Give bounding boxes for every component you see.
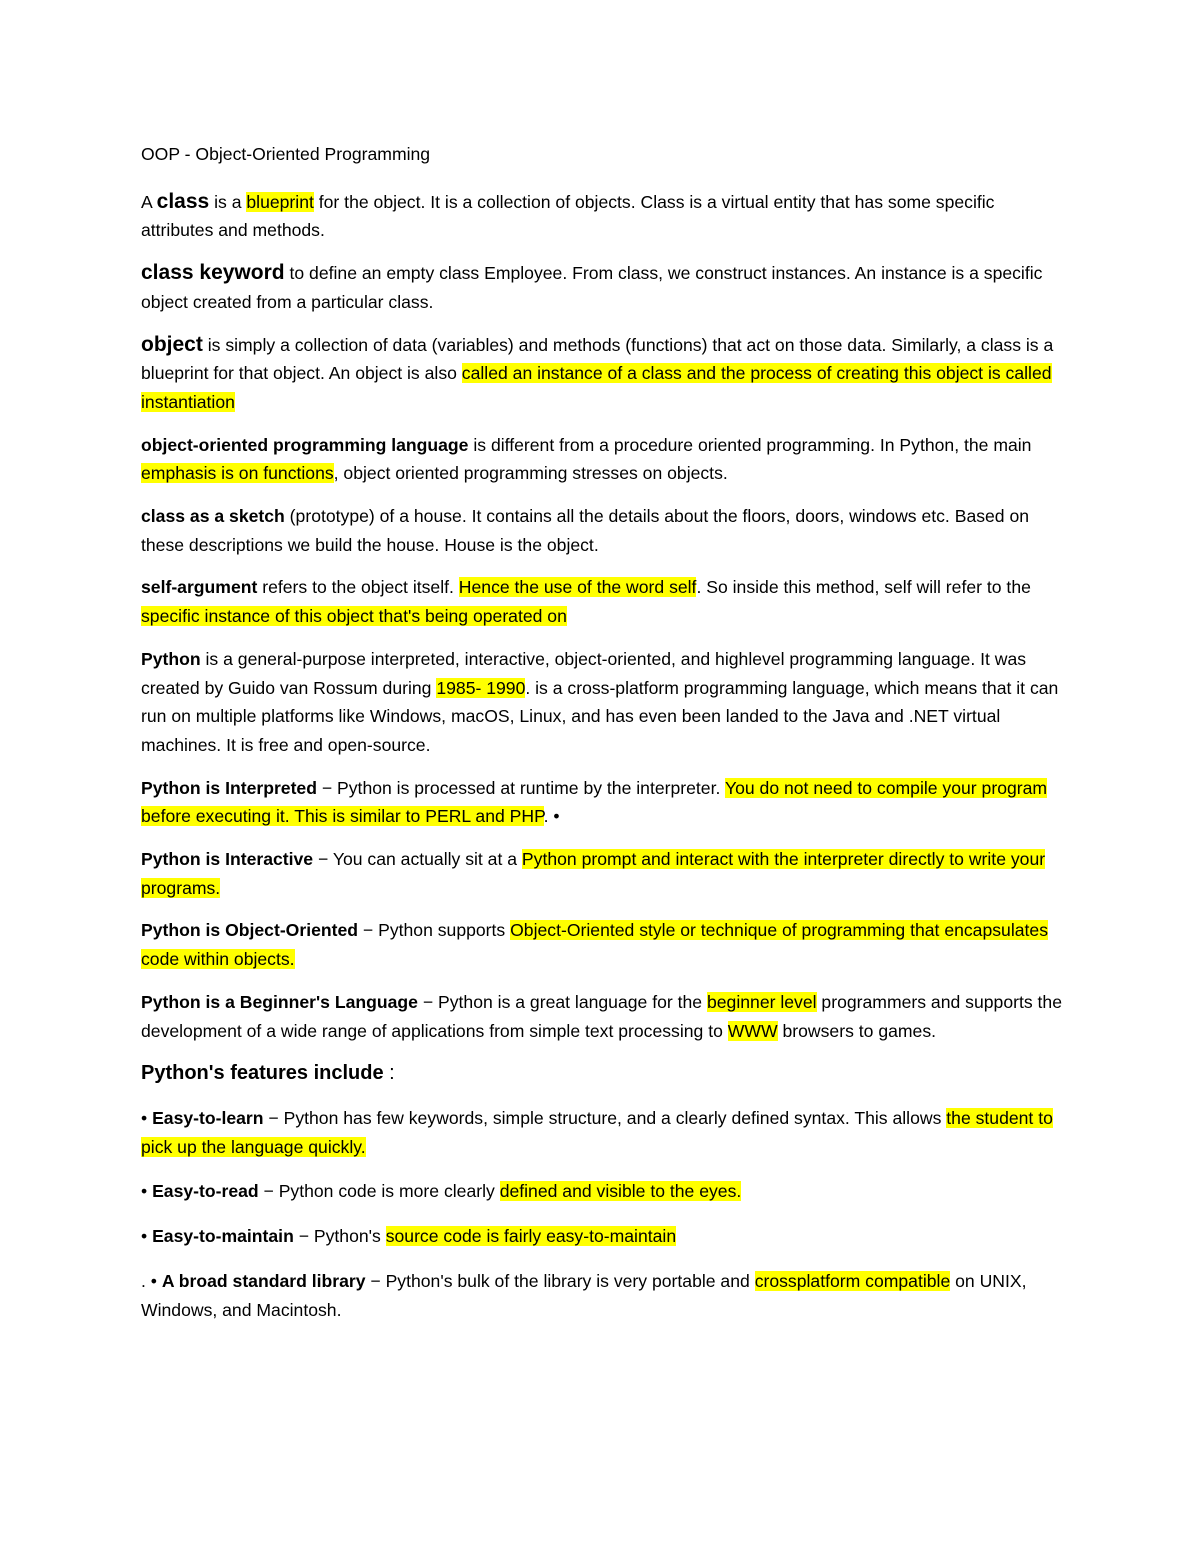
paragraph-class-keyword: class keyword to define an empty class Employee. From class, we construct instances. An instance is a specific object created from a particular class.: [141, 261, 1043, 312]
document-page: [141, 140, 1066, 1340]
paragraph-class: A class is a blueprint for the object. It is a collection of objects. Class is a virtual entity that has some specific attributes and methods.: [141, 189, 995, 241]
paragraph-object: object is simply a collection of data (variables) and methods (functions) that act on those data. Similarly, a class is a blueprint for that object. An object is also called an instance of a class and the process of creating this object is called instantiation: [141, 332, 1054, 412]
paragraph-interactive: Python is Interactive − You can actually sit at a Python prompt and interact with the interpreter directly to write your programs.: [141, 849, 1046, 898]
highlight-instantiation: called an instance of a class and the process of creating this object is called instantiation: [141, 363, 1052, 412]
term-interactive: Python is Interactive: [141, 849, 314, 870]
highlight-pick-up: the student to pick up the language quickly.: [141, 1107, 1053, 1157]
paragraph-interpreted: Python is Interpreted − Python is processed at runtime by the interpreter. You do not need to compile your program before executing it. This is similar to PERL and PHP. •: [141, 777, 1048, 827]
term-interpreted: Python is Interpreted: [141, 777, 317, 798]
term-self-argument: self-argument: [141, 577, 258, 598]
highlight-blueprint: blueprint: [246, 191, 314, 212]
term-beginner: Python is a Beginner's Language: [141, 991, 418, 1012]
highlight-prompt: Python prompt and interact with the interpreter directly to write your programs.: [141, 849, 1046, 898]
highlight-beginner-level: beginner level: [706, 991, 817, 1012]
highlight-self-word: Hence the use of the word self: [458, 577, 697, 598]
term-object-oriented: Python is Object-Oriented: [141, 920, 359, 941]
paragraph-self: self-argument refers to the object itself. Hence the use of the word self. So inside this method, self will refer to the specific instance of this object that's being operated on: [141, 577, 1031, 627]
paragraph-python: Python is a general-purpose interpreted, interactive, object-oriented, and highlevel programming language. It was created by Guido van Rossum during 1985- 1990. is a cross-platform programming language, which means that it can run on multiple platforms like Windows, macOS, Linux, and has even been landed to the Java and .NET virtual machines. It is free and open-source.: [141, 648, 1059, 755]
term-oop-language: object-oriented programming language: [141, 434, 469, 455]
term-class: class: [156, 189, 210, 213]
bullet-icon: . •: [141, 1270, 162, 1291]
feature-easy-to-maintain: • Easy-to-maintain − Python's source code is fairly easy-to-maintain: [141, 1226, 677, 1247]
paragraph-beginner: Python is a Beginner's Language − Python is a great language for the beginner level programmers and supports the development of a wide range of applications from simple text processing to WWW browsers to games.: [141, 991, 1063, 1041]
bullet-icon: •: [141, 1226, 153, 1247]
highlight-defined: defined and visible to the eyes.: [499, 1181, 742, 1202]
bullet-icon: •: [141, 1107, 153, 1128]
paragraph-object-oriented: Python is Object-Oriented − Python supports Object-Oriented style or technique of programming that encapsulates code within objects.: [141, 920, 1048, 970]
highlight-years: 1985- 1990: [436, 677, 526, 698]
highlight-maintain: source code is fairly easy-to-maintain: [385, 1226, 677, 1247]
page-title: OOP - Object-Oriented Programming: [141, 144, 431, 164]
feature-easy-to-learn: • Easy-to-learn − Python has few keywords, simple structure, and a clearly defined syntax. This allows the student to pick up the language quickly.: [141, 1107, 1053, 1157]
paragraph-sketch: class as a sketch (prototype) of a house. It contains all the details about the floors, doors, windows etc. Based on these descriptions we build the house. House is the object.: [141, 506, 1030, 555]
term-object: object: [141, 332, 203, 356]
term-python: Python: [141, 648, 201, 669]
highlight-crossplatform: crossplatform compatible: [754, 1270, 951, 1291]
term-class-keyword: class keyword: [141, 261, 285, 285]
features-heading: Python's features include :: [141, 1062, 395, 1085]
bullet-icon: •: [141, 1181, 153, 1202]
feature-easy-to-read: • Easy-to-read − Python code is more clearly defined and visible to the eyes.: [141, 1181, 742, 1202]
highlight-www: WWW: [727, 1020, 778, 1041]
highlight-oo-style: Object-Oriented style or technique of programming that encapsulates code within objects.: [141, 920, 1048, 970]
feature-standard-library: . • A broad standard library − Python's bulk of the library is very portable and crossplatform compatible on UNIX, Windows, and Macintosh.: [141, 1270, 1027, 1320]
term-sketch: class as a sketch: [141, 506, 285, 527]
paragraph-oop-language: object-oriented programming language is different from a procedure oriented programming. In Python, the main emphasis is on functions, object oriented programming stresses on objects.: [141, 434, 1032, 484]
highlight-specific-instance: specific instance of this object that's being operated on: [141, 606, 567, 627]
highlight-emphasis: emphasis is on functions: [141, 463, 334, 484]
highlight-no-compile: You do not need to compile your program before executing it. This is similar to PERL and PHP: [141, 777, 1048, 827]
